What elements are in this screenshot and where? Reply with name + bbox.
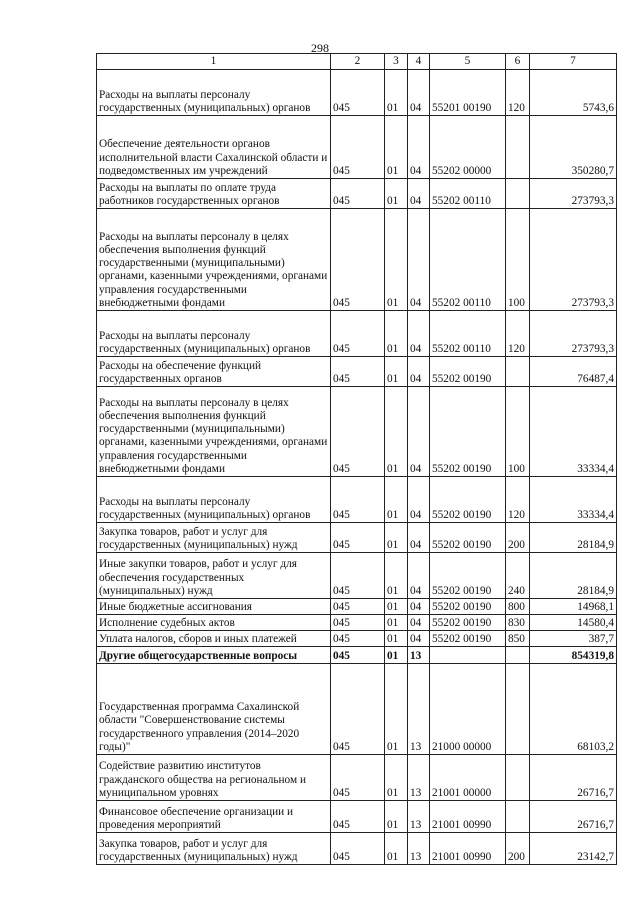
table-row (97, 664, 617, 755)
row-amount: 28184,9 (530, 553, 617, 599)
row-target: 55202 00190 (430, 553, 506, 599)
row-code: 045 (331, 116, 385, 179)
table-row (97, 477, 617, 523)
row-name: Закупка товаров, работ и услуг для государственных (муниципальных) нужд (97, 833, 331, 865)
row-section: 01 (385, 631, 408, 647)
row-section: 01 (385, 116, 408, 179)
row-name: Иные бюджетные ассигнования (97, 599, 331, 615)
row-target: 55202 00190 (430, 357, 506, 387)
row-subsection: 04 (408, 599, 430, 615)
header-cell-name: 1 (97, 54, 331, 70)
row-code: 045 (331, 647, 385, 664)
row-amount: 23142,7 (530, 833, 617, 865)
row-type (506, 179, 530, 209)
row-amount: 14580,4 (530, 615, 617, 631)
row-name: Другие общегосударственные вопросы (97, 647, 331, 664)
row-code: 045 (331, 387, 385, 477)
row-target: 55202 00110 (430, 179, 506, 209)
table-row (97, 523, 617, 553)
row-name: Финансовое обеспечение организации и проведения мероприятий (97, 801, 331, 833)
row-code: 045 (331, 599, 385, 615)
budget-table-body (97, 54, 617, 865)
row-amount: 14968,1 (530, 599, 617, 615)
row-subsection: 04 (408, 523, 430, 553)
row-type: 120 (506, 477, 530, 523)
row-code: 045 (331, 70, 385, 116)
row-section: 01 (385, 477, 408, 523)
row-name: Закупка товаров, работ и услуг для государственных (муниципальных) нужд (97, 523, 331, 553)
row-name: Уплата налогов, сборов и иных платежей (97, 631, 331, 647)
row-name: Расходы на выплаты персоналу в целях обеспечения выполнения функций государственными (муниципальными) органами, казенными учреждениями, органами управления государственными внебюджетными фондами (97, 387, 331, 477)
row-type: 850 (506, 631, 530, 647)
row-section: 01 (385, 553, 408, 599)
row-section: 01 (385, 209, 408, 311)
row-target: 21001 00990 (430, 833, 506, 865)
row-subsection: 04 (408, 477, 430, 523)
row-type (506, 755, 530, 801)
table-row (97, 647, 617, 664)
row-code: 045 (331, 755, 385, 801)
row-code: 045 (331, 311, 385, 357)
row-section: 01 (385, 179, 408, 209)
table-row (97, 357, 617, 387)
table-row (97, 179, 617, 209)
header-cell-section: 3 (385, 54, 408, 70)
row-code: 045 (331, 801, 385, 833)
row-code: 045 (331, 664, 385, 755)
table-row (97, 116, 617, 179)
row-section: 01 (385, 647, 408, 664)
row-subsection: 04 (408, 179, 430, 209)
row-code: 045 (331, 209, 385, 311)
row-subsection: 04 (408, 631, 430, 647)
row-amount: 26716,7 (530, 755, 617, 801)
row-section: 01 (385, 664, 408, 755)
row-section: 01 (385, 615, 408, 631)
row-section: 01 (385, 357, 408, 387)
row-subsection: 04 (408, 209, 430, 311)
row-section: 01 (385, 311, 408, 357)
row-type (506, 801, 530, 833)
row-name: Государственная программа Сахалинской области "Совершенствование системы государственного управления (2014–2020 годы)" (97, 664, 331, 755)
row-type (506, 116, 530, 179)
row-type: 240 (506, 553, 530, 599)
row-name: Расходы на выплаты персоналу государственных (муниципальных) органов (97, 70, 331, 116)
header-cell-target: 5 (430, 54, 506, 70)
row-code: 045 (331, 553, 385, 599)
row-amount: 68103,2 (530, 664, 617, 755)
row-target: 55201 00190 (430, 70, 506, 116)
row-code: 045 (331, 631, 385, 647)
row-target: 55202 00190 (430, 387, 506, 477)
row-subsection: 04 (408, 387, 430, 477)
row-section: 01 (385, 599, 408, 615)
row-target: 55202 00000 (430, 116, 506, 179)
row-code: 045 (331, 357, 385, 387)
row-type: 120 (506, 70, 530, 116)
row-target: 55202 00190 (430, 599, 506, 615)
budget-table (96, 53, 617, 865)
header-cell-code: 2 (331, 54, 385, 70)
table-row (97, 755, 617, 801)
row-target: 21001 00990 (430, 801, 506, 833)
row-amount: 387,7 (530, 631, 617, 647)
row-amount: 273793,3 (530, 179, 617, 209)
row-subsection: 04 (408, 311, 430, 357)
row-name: Исполнение судебных актов (97, 615, 331, 631)
header-cell-type: 6 (506, 54, 530, 70)
row-target: 55202 00110 (430, 209, 506, 311)
row-code: 045 (331, 833, 385, 865)
row-section: 01 (385, 523, 408, 553)
table-row (97, 631, 617, 647)
row-amount: 273793,3 (530, 311, 617, 357)
table-row (97, 599, 617, 615)
row-amount: 26716,7 (530, 801, 617, 833)
row-target: 55202 00190 (430, 631, 506, 647)
row-type: 200 (506, 523, 530, 553)
row-type (506, 647, 530, 664)
row-subsection: 04 (408, 116, 430, 179)
row-name: Расходы на выплаты персоналу государственных (муниципальных) органов (97, 311, 331, 357)
table-row (97, 70, 617, 116)
row-subsection: 13 (408, 801, 430, 833)
row-type: 830 (506, 615, 530, 631)
row-name: Расходы на выплаты по оплате труда работников государственных органов (97, 179, 331, 209)
row-code: 045 (331, 523, 385, 553)
row-name: Расходы на выплаты персоналу государственных (муниципальных) органов (97, 477, 331, 523)
table-row (97, 311, 617, 357)
row-type: 100 (506, 209, 530, 311)
row-subsection: 13 (408, 755, 430, 801)
header-cell-subsection: 4 (408, 54, 430, 70)
table-row (97, 615, 617, 631)
row-amount: 33334,4 (530, 387, 617, 477)
row-type: 120 (506, 311, 530, 357)
row-amount: 76487,4 (530, 357, 617, 387)
row-amount: 350280,7 (530, 116, 617, 179)
row-subsection: 04 (408, 615, 430, 631)
row-target: 55202 00190 (430, 615, 506, 631)
row-amount: 273793,3 (530, 209, 617, 311)
row-amount: 854319,8 (530, 647, 617, 664)
row-name: Содействие развитию институтов гражданского общества на региональном и муниципальном уровнях (97, 755, 331, 801)
table-row (97, 801, 617, 833)
row-amount: 5743,6 (530, 70, 617, 116)
row-type (506, 664, 530, 755)
row-target: 21001 00000 (430, 755, 506, 801)
table-row (97, 387, 617, 477)
row-target: 55202 00110 (430, 311, 506, 357)
header-cell-amount: 7 (530, 54, 617, 70)
table-row (97, 209, 617, 311)
header-row (97, 54, 617, 70)
row-type: 200 (506, 833, 530, 865)
row-subsection: 13 (408, 647, 430, 664)
table-row (97, 833, 617, 865)
row-section: 01 (385, 801, 408, 833)
row-type: 100 (506, 387, 530, 477)
row-subsection: 13 (408, 833, 430, 865)
row-name: Расходы на выплаты персоналу в целях обеспечения выполнения функций государственными (муниципальными) органами, казенными учреждениями, органами управления государственными внебюджетными фондами (97, 209, 331, 311)
page-number: 298 (311, 41, 329, 55)
row-section: 01 (385, 387, 408, 477)
row-section: 01 (385, 70, 408, 116)
row-code: 045 (331, 615, 385, 631)
row-target: 21000 00000 (430, 664, 506, 755)
row-type: 800 (506, 599, 530, 615)
row-type (506, 357, 530, 387)
row-name: Обеспечение деятельности органов исполнительной власти Сахалинской области и подведомственных им учреждений (97, 116, 331, 179)
row-subsection: 04 (408, 70, 430, 116)
row-target (430, 647, 506, 664)
row-name: Расходы на обеспечение функций государственных органов (97, 357, 331, 387)
row-code: 045 (331, 477, 385, 523)
row-target: 55202 00190 (430, 477, 506, 523)
row-subsection: 13 (408, 664, 430, 755)
row-amount: 28184,9 (530, 523, 617, 553)
row-code: 045 (331, 179, 385, 209)
table-row (97, 553, 617, 599)
row-subsection: 04 (408, 357, 430, 387)
row-name: Иные закупки товаров, работ и услуг для обеспечения государственных (муниципальных) нужд (97, 553, 331, 599)
row-amount: 33334,4 (530, 477, 617, 523)
row-subsection: 04 (408, 553, 430, 599)
row-section: 01 (385, 833, 408, 865)
row-section: 01 (385, 755, 408, 801)
row-target: 55202 00190 (430, 523, 506, 553)
